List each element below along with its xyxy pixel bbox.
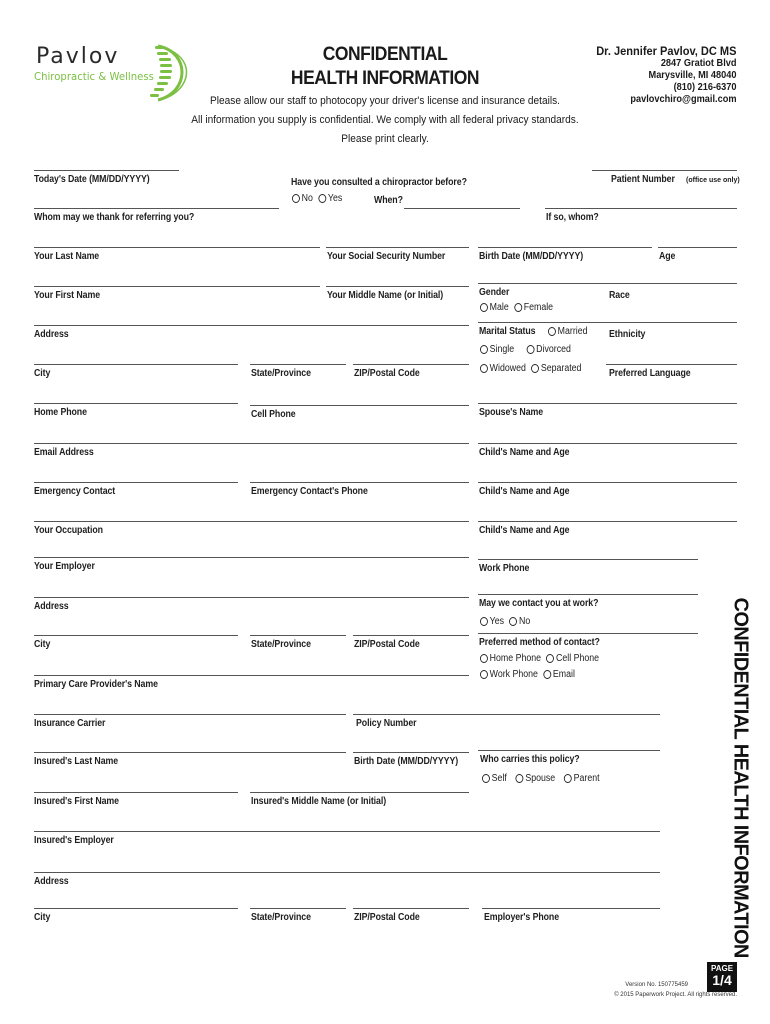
page-number: 1/4 [712, 972, 732, 988]
child-line-3[interactable] [478, 521, 737, 522]
radio-circle-icon [546, 654, 554, 663]
insured-address-label: Address [34, 876, 69, 887]
preferred-contact-label: Preferred method of contact? [479, 637, 600, 648]
employer-state-line[interactable] [250, 635, 346, 636]
employer-address-label: Address [34, 601, 69, 612]
today-date-label: Today's Date (MM/DD/YYYY) [34, 174, 150, 185]
employer-phone-label: Employer's Phone [484, 912, 560, 923]
radio-circle-icon [531, 364, 539, 373]
intro-line-3: Please print clearly. [341, 133, 429, 145]
email-label: Email Address [34, 447, 94, 458]
occupation-line[interactable] [34, 521, 469, 522]
consulted-label: Have you consulted a chiropractor before? [291, 177, 467, 188]
radio-circle-icon [526, 345, 534, 354]
when-label: When? [374, 195, 403, 206]
child-label-2: Child's Name and Age [479, 486, 570, 497]
radio-circle-icon [318, 194, 326, 203]
insured-first-label: Insured's First Name [34, 796, 119, 807]
emergency-line[interactable] [34, 482, 238, 483]
age-line[interactable] [658, 247, 737, 248]
marital-row-3[interactable]: Widowed Separated [480, 363, 587, 374]
spouse-line[interactable] [478, 403, 737, 404]
employer-phone-line[interactable] [482, 908, 660, 909]
last-name-label: Your Last Name [34, 251, 100, 262]
radio-circle-icon [509, 617, 517, 626]
zip-label: ZIP/Postal Code [354, 368, 420, 379]
logo-tagline: Chiropractic & Wellness [34, 70, 154, 83]
address-line[interactable] [34, 325, 469, 326]
marital-row-2[interactable]: Single Divorced [480, 344, 576, 355]
radio-circle-icon [516, 774, 524, 783]
state-line[interactable] [250, 364, 346, 365]
age-label: Age [659, 251, 676, 262]
if-so-whom-line[interactable] [545, 208, 737, 209]
middle-name-line[interactable] [326, 286, 469, 287]
home-phone-label: Home Phone [34, 407, 87, 418]
who-carries-line[interactable] [478, 750, 660, 751]
marital-line[interactable] [478, 322, 737, 323]
patient-number-line[interactable] [592, 170, 737, 171]
today-date-line[interactable] [34, 170, 179, 171]
first-name-label: Your First Name [34, 290, 100, 301]
employer-city-label: City [34, 639, 51, 650]
preferred-contact-line[interactable] [478, 633, 698, 634]
insured-zip-label: ZIP/Postal Code [354, 912, 420, 923]
page-title-line2: HEALTH INFORMATION [290, 68, 480, 89]
ssn-line[interactable] [326, 247, 469, 248]
city-line[interactable] [34, 364, 238, 365]
clinic-info [596, 44, 736, 106]
insured-employer-line[interactable] [34, 831, 660, 832]
pcp-line[interactable] [34, 675, 469, 676]
child-label-3: Child's Name and Age [479, 525, 570, 536]
work-phone-line[interactable] [478, 559, 698, 560]
version-text: Version No. 150775459 [625, 982, 688, 988]
insured-employer-label: Insured's Employer [34, 835, 114, 846]
middle-name-label: Your Middle Name (or Initial) [327, 290, 444, 301]
emergency-label: Emergency Contact [34, 486, 116, 497]
spouse-label: Spouse's Name [479, 407, 544, 418]
language-label: Preferred Language [609, 368, 691, 379]
clinic-phone: (810) 216-6370 [673, 82, 736, 93]
insured-city-line[interactable] [34, 908, 238, 909]
employer-line[interactable] [34, 557, 469, 558]
emergency-phone-line[interactable] [250, 482, 469, 483]
insured-last-line[interactable] [34, 752, 346, 753]
employer-address-line[interactable] [34, 597, 469, 598]
radio-circle-icon [548, 327, 556, 336]
policy-line[interactable] [353, 714, 660, 715]
language-line[interactable] [606, 364, 737, 365]
copyright-text: © 2015 Paperwork Project. All rights reserved. [614, 992, 737, 998]
child-line-2[interactable] [478, 482, 737, 483]
referral-line[interactable] [34, 208, 279, 209]
employer-zip-line[interactable] [353, 635, 469, 636]
first-name-line[interactable] [34, 286, 320, 287]
radio-circle-icon [482, 774, 490, 783]
radio-circle-icon [564, 774, 572, 783]
insured-birth-label: Birth Date (MM/DD/YYYY) [354, 756, 459, 767]
referral-label: Whom may we thank for referring you? [34, 212, 195, 223]
radio-circle-icon [480, 617, 488, 626]
child-label-1: Child's Name and Age [479, 447, 570, 458]
marital-label: Marital Status [479, 326, 536, 337]
radio-circle-icon [514, 303, 522, 312]
side-title: CONFIDENTIAL HEALTH INFORMATION [729, 597, 752, 958]
ethnicity-label: Ethnicity [609, 329, 646, 340]
logo-name: Pavlov [36, 44, 120, 69]
preferred-contact-row-2[interactable]: Work Phone Email [480, 669, 580, 680]
who-carries-options[interactable]: Self Spouse Parent [482, 773, 605, 784]
clinic-address-2: Marysville, MI 48040 [648, 70, 736, 81]
last-name-line[interactable] [34, 247, 320, 248]
radio-circle-icon [480, 345, 488, 354]
page-label: PAGE [710, 964, 734, 973]
insured-city-label: City [34, 912, 51, 923]
doctor-name: Dr. Jennifer Pavlov, DC MS [595, 44, 736, 58]
radio-circle-icon [543, 670, 551, 679]
radio-circle-icon [480, 303, 488, 312]
pcp-label: Primary Care Provider's Name [34, 679, 158, 690]
insured-state-label: State/Province [251, 912, 311, 923]
insured-address-line[interactable] [34, 872, 660, 873]
preferred-contact-row-1[interactable]: Home Phone Cell Phone [480, 653, 604, 664]
email-line[interactable] [34, 443, 469, 444]
page-title-line1: CONFIDENTIAL [322, 44, 448, 65]
employer-city-line[interactable] [34, 635, 238, 636]
insured-first-line[interactable] [34, 792, 238, 793]
work-phone-label: Work Phone [479, 563, 530, 574]
office-use-note: (office use only) [686, 177, 740, 184]
intro-line-1: Please allow our staff to photocopy your driver's license and insurance details. [210, 95, 560, 107]
radio-circle-icon [480, 670, 488, 679]
page-box [707, 962, 737, 992]
address-label: Address [34, 329, 69, 340]
insured-state-line[interactable] [250, 908, 346, 909]
intro-line-2: All information you supply is confidential. We comply with all federal privacy standards. [191, 114, 579, 126]
radio-circle-icon [480, 654, 488, 663]
emergency-phone-label: Emergency Contact's Phone [251, 486, 368, 497]
contact-work-label: May we contact you at work? [479, 598, 599, 609]
radio-circle-icon [480, 364, 488, 373]
insured-zip-line[interactable] [353, 908, 469, 909]
clinic-address-1: 2847 Gratiot Blvd [660, 58, 736, 69]
radio-circle-icon [292, 194, 300, 203]
insured-last-label: Insured's Last Name [34, 756, 119, 767]
contact-work-line[interactable] [478, 594, 698, 595]
state-label: State/Province [251, 368, 311, 379]
carrier-label: Insurance Carrier [34, 718, 106, 729]
policy-label: Policy Number [356, 718, 417, 729]
gender-options[interactable]: Male Female [480, 302, 558, 313]
ssn-label: Your Social Security Number [327, 251, 446, 262]
when-line[interactable] [404, 208, 520, 209]
contact-work-options[interactable]: Yes No [480, 616, 536, 627]
marital-married-radio[interactable]: Married [548, 326, 593, 337]
child-line-1[interactable] [478, 443, 737, 444]
insured-middle-line[interactable] [250, 792, 469, 793]
insured-middle-label: Insured's Middle Name (or Initial) [251, 796, 387, 807]
if-so-whom-label: If so, whom? [546, 212, 599, 223]
cell-phone-label: Cell Phone [251, 409, 296, 420]
birth-date-label: Birth Date (MM/DD/YYYY) [479, 251, 584, 262]
race-label: Race [609, 290, 630, 301]
city-label: City [34, 368, 51, 379]
intro-text [169, 92, 601, 149]
carrier-line[interactable] [34, 714, 346, 715]
insured-birth-line[interactable] [353, 752, 469, 753]
occupation-label: Your Occupation [34, 525, 103, 536]
who-carries-label: Who carries this policy? [480, 754, 580, 765]
employer-zip-label: ZIP/Postal Code [354, 639, 420, 650]
clinic-email: pavlovchiro@gmail.com [629, 94, 736, 105]
home-phone-line[interactable] [34, 403, 238, 404]
consulted-no-radio[interactable]: No Yes [292, 193, 348, 204]
zip-line[interactable] [353, 364, 469, 365]
gender-label: Gender [479, 287, 510, 298]
birth-date-line[interactable] [478, 247, 652, 248]
gender-race-line[interactable] [478, 283, 737, 284]
cell-phone-line[interactable] [250, 405, 469, 406]
employer-state-label: State/Province [251, 639, 311, 650]
employer-label: Your Employer [34, 561, 95, 572]
patient-number-label: Patient Number [611, 174, 675, 185]
